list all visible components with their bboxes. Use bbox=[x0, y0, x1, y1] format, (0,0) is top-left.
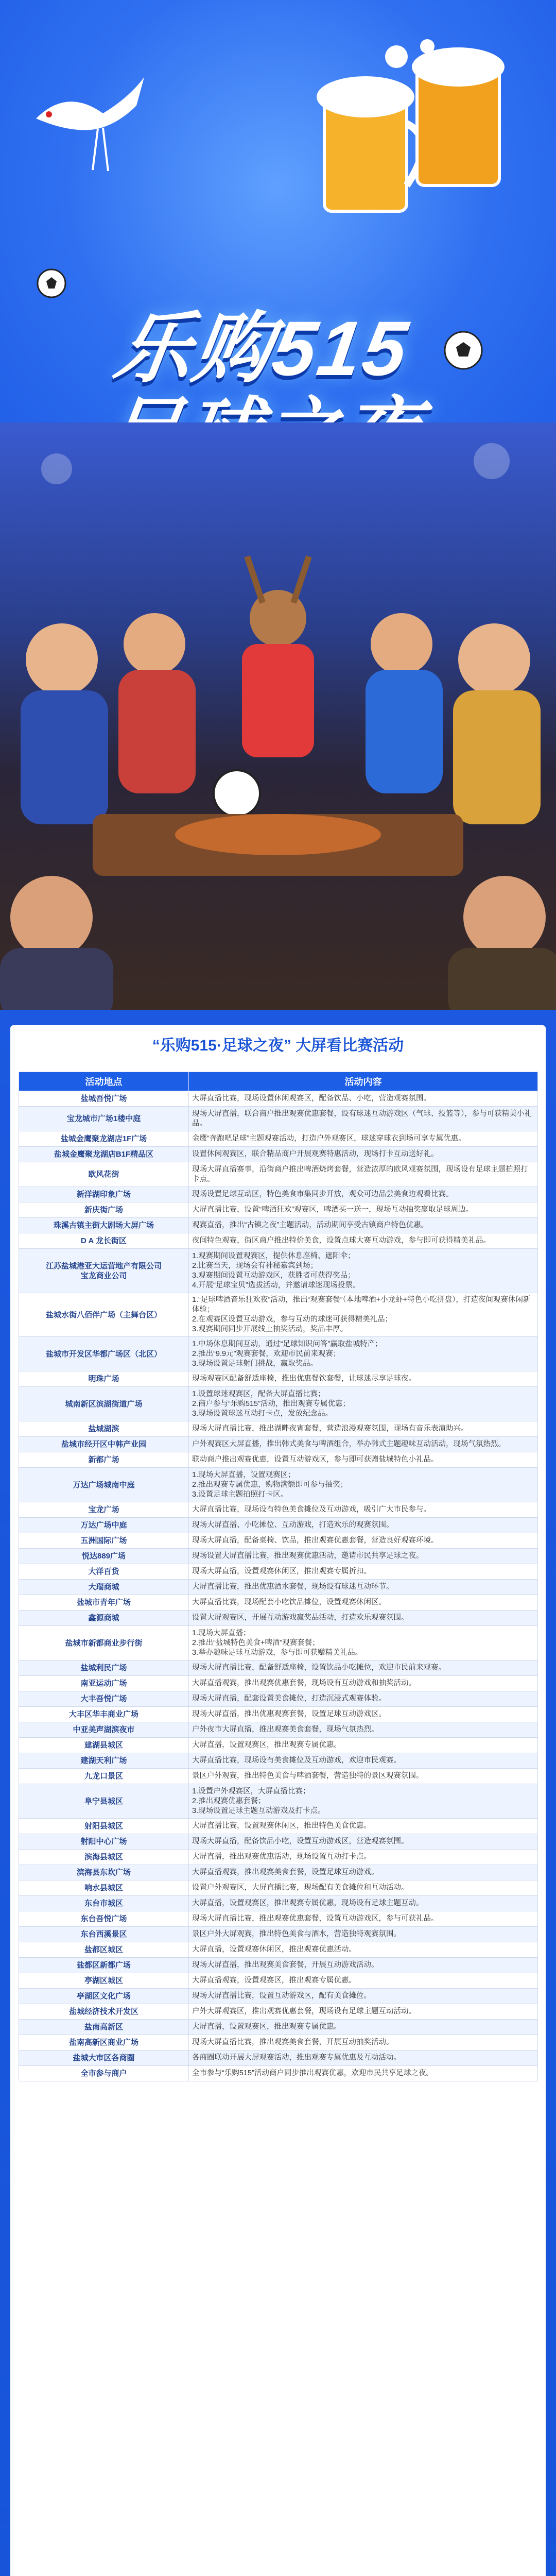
location-cell: 明珠广场 bbox=[19, 1371, 189, 1387]
content-cell: 设置休闲观赛区，联合精品商户开展观赛特惠活动，现场打卡互动送好礼。 bbox=[189, 1147, 538, 1162]
table-row bbox=[19, 2050, 538, 2066]
location-cell: 盐南高新区 bbox=[19, 2020, 189, 2035]
table-row bbox=[19, 1834, 538, 1850]
content-cell: 现场大屏直播比赛，设置互动游戏区，配有美食摊位。 bbox=[189, 1989, 538, 2004]
table-row bbox=[19, 1676, 538, 1691]
location-cell: 响水县城区 bbox=[19, 1880, 189, 1896]
location-cell: 盐城吾悦广场 bbox=[19, 1091, 189, 1107]
content-cell: 大屏直播，设置观赛区，推出观赛专属优惠。 bbox=[189, 1738, 538, 1753]
content-cell: 户外观赛区大屏直播，推出韩式美食与啤酒组合，举办韩式主题趣味互动活动，现场气氛热烈。 bbox=[189, 1437, 538, 1452]
table-row bbox=[19, 1850, 538, 1865]
location-cell: 亭湖区文化广场 bbox=[19, 1989, 189, 2004]
table-row bbox=[19, 1337, 538, 1371]
location-cell: 鑫源商城 bbox=[19, 1611, 189, 1626]
table-row bbox=[19, 1753, 538, 1769]
location-cell: 盐城市开发区华都广场区（北区） bbox=[19, 1337, 189, 1371]
content-cell: 大屏直播比赛，现场设有美食摊位及互动游戏，欢迎市民观赛。 bbox=[189, 1753, 538, 1769]
table-row bbox=[19, 1533, 538, 1549]
location-cell: 阜宁县城区 bbox=[19, 1784, 189, 1819]
content-cell: 户外夜市大屏直播，推出观赛美食套餐，现场气氛热烈。 bbox=[189, 1722, 538, 1738]
poster-title-line1: 乐购515 bbox=[109, 305, 415, 392]
location-cell: 江苏盐城港亚大运营地产有限公司 宝龙商业公司 bbox=[19, 1249, 189, 1293]
content-cell: 现场大屏直播，配备桌椅、饮品，推出观赛优惠套餐，营造良好观赛环境。 bbox=[189, 1533, 538, 1549]
content-cell: 现场大屏直播，推出观赛美食套餐，开展互动游戏活动。 bbox=[189, 1958, 538, 1973]
table-row bbox=[19, 1707, 538, 1722]
table-header-row bbox=[19, 1072, 538, 1091]
location-cell: 盐城经济技术开发区 bbox=[19, 2004, 189, 2020]
location-cell: 大洋百货 bbox=[19, 1564, 189, 1580]
table-row bbox=[19, 1452, 538, 1468]
table-row bbox=[19, 1131, 538, 1147]
content-cell: 现场大屏直播，配备饮品小吃，设置互动游戏区，营造观赛氛围。 bbox=[189, 1834, 538, 1850]
football-icon bbox=[36, 268, 67, 299]
content-cell: 1.设置球迷观赛区，配备大屏直播比赛； 2.商户参与“乐购515”活动，推出观赛专属优惠； 3.现场设置球迷互动打卡点，发放纪念品。 bbox=[189, 1387, 538, 1421]
table-row bbox=[19, 1911, 538, 1927]
activity-table bbox=[19, 1072, 538, 2081]
location-cell: 盐南高新区商业广场 bbox=[19, 2035, 189, 2050]
content-cell: 现场大屏直播比赛，推出观赛优惠套餐，设置互动游戏区，参与可获礼品。 bbox=[189, 1911, 538, 1927]
location-cell: 盐城大市区各商圈 bbox=[19, 2050, 189, 2066]
content-cell: 1.观赛期间设置观赛区，提供休息座椅、遮阳伞； 2.比赛当天，现场会有神秘嘉宾到场； 3.观赛期间设置互动游戏区，获胜者可获得奖品； 4.开展“足球宝贝”选拔活动，并邀请球迷现场投票。 bbox=[189, 1249, 538, 1293]
table-row bbox=[19, 1769, 538, 1784]
location-cell: 盐城湖滨 bbox=[19, 1421, 189, 1437]
content-cell: 联动商户推出观赛优惠，设置互动游戏区，参与即可获赠盐城特色小礼品。 bbox=[189, 1452, 538, 1468]
table-row bbox=[19, 1626, 538, 1660]
table-row bbox=[19, 1927, 538, 1942]
content-cell: 现场大屏直播，联合商户推出观赛优惠套餐，设有球迷互动游戏区（气球、投篮等），参与可获精美小礼品。 bbox=[189, 1107, 538, 1131]
location-cell: 大瑞商城 bbox=[19, 1580, 189, 1595]
content-cell: 金鹰“奔跑吧足球”主题观赛活动，打造户外观赛区，球迷穿球衣到场可享专属优惠。 bbox=[189, 1131, 538, 1147]
table-row bbox=[19, 2035, 538, 2050]
location-cell: 建湖天利广场 bbox=[19, 1753, 189, 1769]
table-row bbox=[19, 1880, 538, 1896]
content-cell: 现场大屏直播比赛，推出观赛美食套餐，开展互动抽奖活动。 bbox=[189, 2035, 538, 2050]
location-cell: 城南新区滨湖街道广场 bbox=[19, 1387, 189, 1421]
table-row bbox=[19, 1595, 538, 1611]
table-row bbox=[19, 2020, 538, 2035]
crowd-illustration-icon bbox=[0, 526, 556, 1010]
content-cell: 现场大屏直播，推出优惠观赛套餐，设置足球互动游戏区。 bbox=[189, 1707, 538, 1722]
location-cell: 亭湖区城区 bbox=[19, 1973, 189, 1989]
content-cell: 夜间特色观赛，街区商户推出特价美食，设置点球大赛互动游戏，参与即可获得精美礼品。 bbox=[189, 1233, 538, 1249]
content-cell: 大屏直播，推出观赛优惠活动，现场设置互动打卡点。 bbox=[189, 1850, 538, 1865]
table-row bbox=[19, 1293, 538, 1337]
content-cell: 1.现场大屏直播，设置观赛区； 2.推出观赛专属优惠，购物满额即可参与抽奖； 3.设置足球主题拍照打卡区。 bbox=[189, 1468, 538, 1502]
table-row bbox=[19, 1784, 538, 1819]
content-cell: 现场大屏直播赛事，沿街商户推出啤酒烧烤套餐，营造浓厚的欧风观赛氛围，现场设有足球主题拍照打卡点。 bbox=[189, 1162, 538, 1187]
location-cell: 新都广场 bbox=[19, 1452, 189, 1468]
content-cell: 大屏直播观赛，推出观赛优惠套餐，现场设有互动游戏和抽奖活动。 bbox=[189, 1676, 538, 1691]
location-cell: 五洲国际广场 bbox=[19, 1533, 189, 1549]
content-cell: 大屏直播比赛，现场设有特色美食摊位及互动游戏，吸引广大市民参与。 bbox=[189, 1502, 538, 1518]
table-body bbox=[19, 1091, 538, 2081]
content-cell: 1.现场大屏直播； 2.推出“盐城特色美食+啤酒”观赛套餐； 3.举办趣味足球互动游戏，参与即可获赠精美礼品。 bbox=[189, 1626, 538, 1660]
content-cell: 大屏直播比赛，设置“啤酒狂欢”观赛区，啤酒买一送一，现场互动抽奖赢取足球周边。 bbox=[189, 1202, 538, 1218]
crane-illustration-icon bbox=[26, 57, 149, 180]
table-row bbox=[19, 1387, 538, 1421]
table-row bbox=[19, 2004, 538, 2020]
content-cell: 大屏直播，设置观赛区，推出观赛专属优惠。 bbox=[189, 2020, 538, 2035]
content-cell: 大屏直播观赛，设置观赛区，推出观赛专属优惠。 bbox=[189, 1973, 538, 1989]
location-cell: 新洋湖印象广场 bbox=[19, 1187, 189, 1202]
table-row bbox=[19, 2066, 538, 2081]
header-location: 活动地点 bbox=[19, 1072, 189, 1091]
location-cell: 盐城金鹰聚龙湖店B1F精品区 bbox=[19, 1147, 189, 1162]
location-cell: 盐都区城区 bbox=[19, 1942, 189, 1958]
content-cell: 景区户外大屏观赛，推出特色美食与酒水，营造独特观赛氛围。 bbox=[189, 1927, 538, 1942]
content-cell: 现场大屏直播、小吃摊位、互动游戏，打造欢乐的观赛氛围。 bbox=[189, 1518, 538, 1533]
table-row bbox=[19, 1202, 538, 1218]
table-row bbox=[19, 1738, 538, 1753]
content-cell: 现场大屏直播，设置观赛休闲区，推出观赛专属折扣。 bbox=[189, 1564, 538, 1580]
table-row bbox=[19, 1896, 538, 1911]
content-cell: 现场设置足球互动区，特色美食市集同步开放，观众可边品尝美食边观看比赛。 bbox=[189, 1187, 538, 1202]
table-row bbox=[19, 1942, 538, 1958]
table-row bbox=[19, 1564, 538, 1580]
content-cell: 大屏直播比赛，推出优惠酒水套餐，现场设有球迷互动环节。 bbox=[189, 1580, 538, 1595]
content-cell: 现场设置大屏直播比赛，推出观赛优惠活动，邀请市民共享足球之夜。 bbox=[189, 1549, 538, 1564]
location-cell: 东台西溪景区 bbox=[19, 1927, 189, 1942]
location-cell: 宝龙城市广场1楼中庭 bbox=[19, 1107, 189, 1131]
table-row bbox=[19, 1107, 538, 1131]
location-cell: 中亚美声湖滨夜市 bbox=[19, 1722, 189, 1738]
content-cell: 现场大屏直播比赛，配备舒适座椅，设置饮品小吃摊位，欢迎市民前来观赛。 bbox=[189, 1660, 538, 1676]
table-row bbox=[19, 1218, 538, 1233]
table-row bbox=[19, 1989, 538, 2004]
location-cell: 南亚运动广场 bbox=[19, 1676, 189, 1691]
content-cell: 现场大屏直播比赛，推出湖畔夜宵套餐，营造浪漫观赛氛围，现场有音乐表演助兴。 bbox=[189, 1421, 538, 1437]
table-row bbox=[19, 1958, 538, 1973]
table-row bbox=[19, 1091, 538, 1107]
table-row bbox=[19, 1549, 538, 1564]
content-cell: 1.设置户外观赛区，大屏直播比赛； 2.推出观赛优惠套餐； 3.现场设置足球主题互动游戏及打卡点。 bbox=[189, 1784, 538, 1819]
location-cell: 全市参与商户 bbox=[19, 2066, 189, 2081]
table-row bbox=[19, 1691, 538, 1707]
table-row bbox=[19, 1437, 538, 1452]
location-cell: 悦达889广场 bbox=[19, 1549, 189, 1564]
table-row bbox=[19, 1973, 538, 1989]
location-cell: 滨海县东坎广场 bbox=[19, 1865, 189, 1880]
location-cell: 盐都区新都广场 bbox=[19, 1958, 189, 1973]
content-cell: 大屏直播比赛，现场设置休闲观赛区，配备饮品、小吃，营造观赛氛围。 bbox=[189, 1091, 538, 1107]
table-row bbox=[19, 1580, 538, 1595]
content-cell: 大屏直播比赛，现场配套小吃饮品摊位，设置观赛休闲区。 bbox=[189, 1595, 538, 1611]
location-cell: 东台吾悦广场 bbox=[19, 1911, 189, 1927]
location-cell: 盐城市青年广场 bbox=[19, 1595, 189, 1611]
table-row bbox=[19, 1722, 538, 1738]
content-cell: 1.中场休息期间互动，通过“足球知识问答”赢取盐城特产； 2.推出“9.9元”观赛套餐，欢迎市民前来观赛； 3.现场设置足球射门挑战，赢取奖品。 bbox=[189, 1337, 538, 1371]
location-cell: 九龙口景区 bbox=[19, 1769, 189, 1784]
content-cell: 大屏直播，设置观赛休闲区，推出观赛优惠活动。 bbox=[189, 1942, 538, 1958]
location-cell: 建湖县城区 bbox=[19, 1738, 189, 1753]
location-cell: 盐城水街八佰伴广场（主舞台区） bbox=[19, 1293, 189, 1337]
table-row bbox=[19, 1468, 538, 1502]
section-title: “乐购515·足球之夜” 大屏看比赛活动 bbox=[152, 1037, 404, 1054]
location-cell: 万达广场城南中庭 bbox=[19, 1468, 189, 1502]
content-cell: 大屏直播，设置观赛区，推出观赛专属优惠，现场设有足球主题互动。 bbox=[189, 1896, 538, 1911]
football-icon bbox=[443, 330, 484, 371]
location-cell: 射阳县城区 bbox=[19, 1819, 189, 1834]
location-cell: 新庆街广场 bbox=[19, 1202, 189, 1218]
content-cell: 现场观赛区配备舒适座椅，推出优惠餐饮套餐，让球迷尽享足球夜。 bbox=[189, 1371, 538, 1387]
content-cell: 大屏直播观赛，推出观赛美食套餐，设置足球互动游戏。 bbox=[189, 1865, 538, 1880]
content-cell: 1.“足球啤酒音乐狂欢夜”活动，推出“观赛套餐”（本地啤酒+小龙虾+特色小吃拼盘），打造夜间观赛休闲新体验； 2.在观赛区设置互动游戏，参与互动的球迷可获得精美礼品； 3.观赛期间同步开展线上抽奖活动，奖品丰厚。 bbox=[189, 1293, 538, 1337]
table-row bbox=[19, 1865, 538, 1880]
location-cell: 宝龙广场 bbox=[19, 1502, 189, 1518]
table-row bbox=[19, 1660, 538, 1676]
table-row bbox=[19, 1421, 538, 1437]
hero-banner bbox=[0, 0, 556, 1010]
content-cell: 现场大屏直播，配套设置美食摊位，打造沉浸式观赛体验。 bbox=[189, 1691, 538, 1707]
location-cell: 射阳中心广场 bbox=[19, 1834, 189, 1850]
content-cell: 全市参与“乐购515”活动商户同步推出观赛优惠，欢迎市民共享足球之夜。 bbox=[189, 2066, 538, 2081]
content-cell: 大屏直播比赛，设置观赛休闲区，推出特色美食优惠。 bbox=[189, 1819, 538, 1834]
table-row bbox=[19, 1162, 538, 1187]
content-cell: 设置户外观赛区，大屏直播比赛，现场配有美食摊位和互动活动。 bbox=[189, 1880, 538, 1896]
content-cell: 观赛直播，推出“古镇之夜”主题活动，活动期间享受古镇商户特色优惠。 bbox=[189, 1218, 538, 1233]
content-cell: 设置大屏观赛区，开展互动游戏赢奖品活动，打造欢乐观赛氛围。 bbox=[189, 1611, 538, 1626]
table-row bbox=[19, 1187, 538, 1202]
location-cell: 珠溪古镇主街大剧场大屏广场 bbox=[19, 1218, 189, 1233]
location-cell: D A 龙长街区 bbox=[19, 1233, 189, 1249]
table-row bbox=[19, 1233, 538, 1249]
table-row bbox=[19, 1371, 538, 1387]
beer-mugs-icon bbox=[278, 36, 535, 252]
table-row bbox=[19, 1518, 538, 1533]
location-cell: 欧风花街 bbox=[19, 1162, 189, 1187]
location-cell: 盐城利民广场 bbox=[19, 1660, 189, 1676]
location-cell: 盐城市经开区中韩产业园 bbox=[19, 1437, 189, 1452]
content-cell: 户外大屏观赛区，推出观赛优惠套餐，现场设有足球主题互动活动。 bbox=[189, 2004, 538, 2020]
location-cell: 大丰吾悦广场 bbox=[19, 1691, 189, 1707]
location-cell: 盐城市新都商业步行街 bbox=[19, 1626, 189, 1660]
content-cell: 各商圈联动开展大屏观赛活动，推出观赛专属优惠及互动活动。 bbox=[189, 2050, 538, 2066]
table-row bbox=[19, 1611, 538, 1626]
table-row bbox=[19, 1249, 538, 1293]
location-cell: 东台市城区 bbox=[19, 1896, 189, 1911]
activity-table-card bbox=[10, 1025, 546, 2576]
location-cell: 滨海县城区 bbox=[19, 1850, 189, 1865]
location-cell: 万达广场中庭 bbox=[19, 1518, 189, 1533]
table-row bbox=[19, 1147, 538, 1162]
stadium-scene bbox=[0, 422, 556, 1010]
table-row bbox=[19, 1502, 538, 1518]
location-cell: 盐城金鹰聚龙湖店1F广场 bbox=[19, 1131, 189, 1147]
location-cell: 大丰区华丰商业广场 bbox=[19, 1707, 189, 1722]
table-row bbox=[19, 1819, 538, 1834]
header-content: 活动内容 bbox=[189, 1072, 538, 1091]
content-cell: 景区户外观赛，推出特色美食与啤酒套餐，营造独特的景区观赛氛围。 bbox=[189, 1769, 538, 1784]
